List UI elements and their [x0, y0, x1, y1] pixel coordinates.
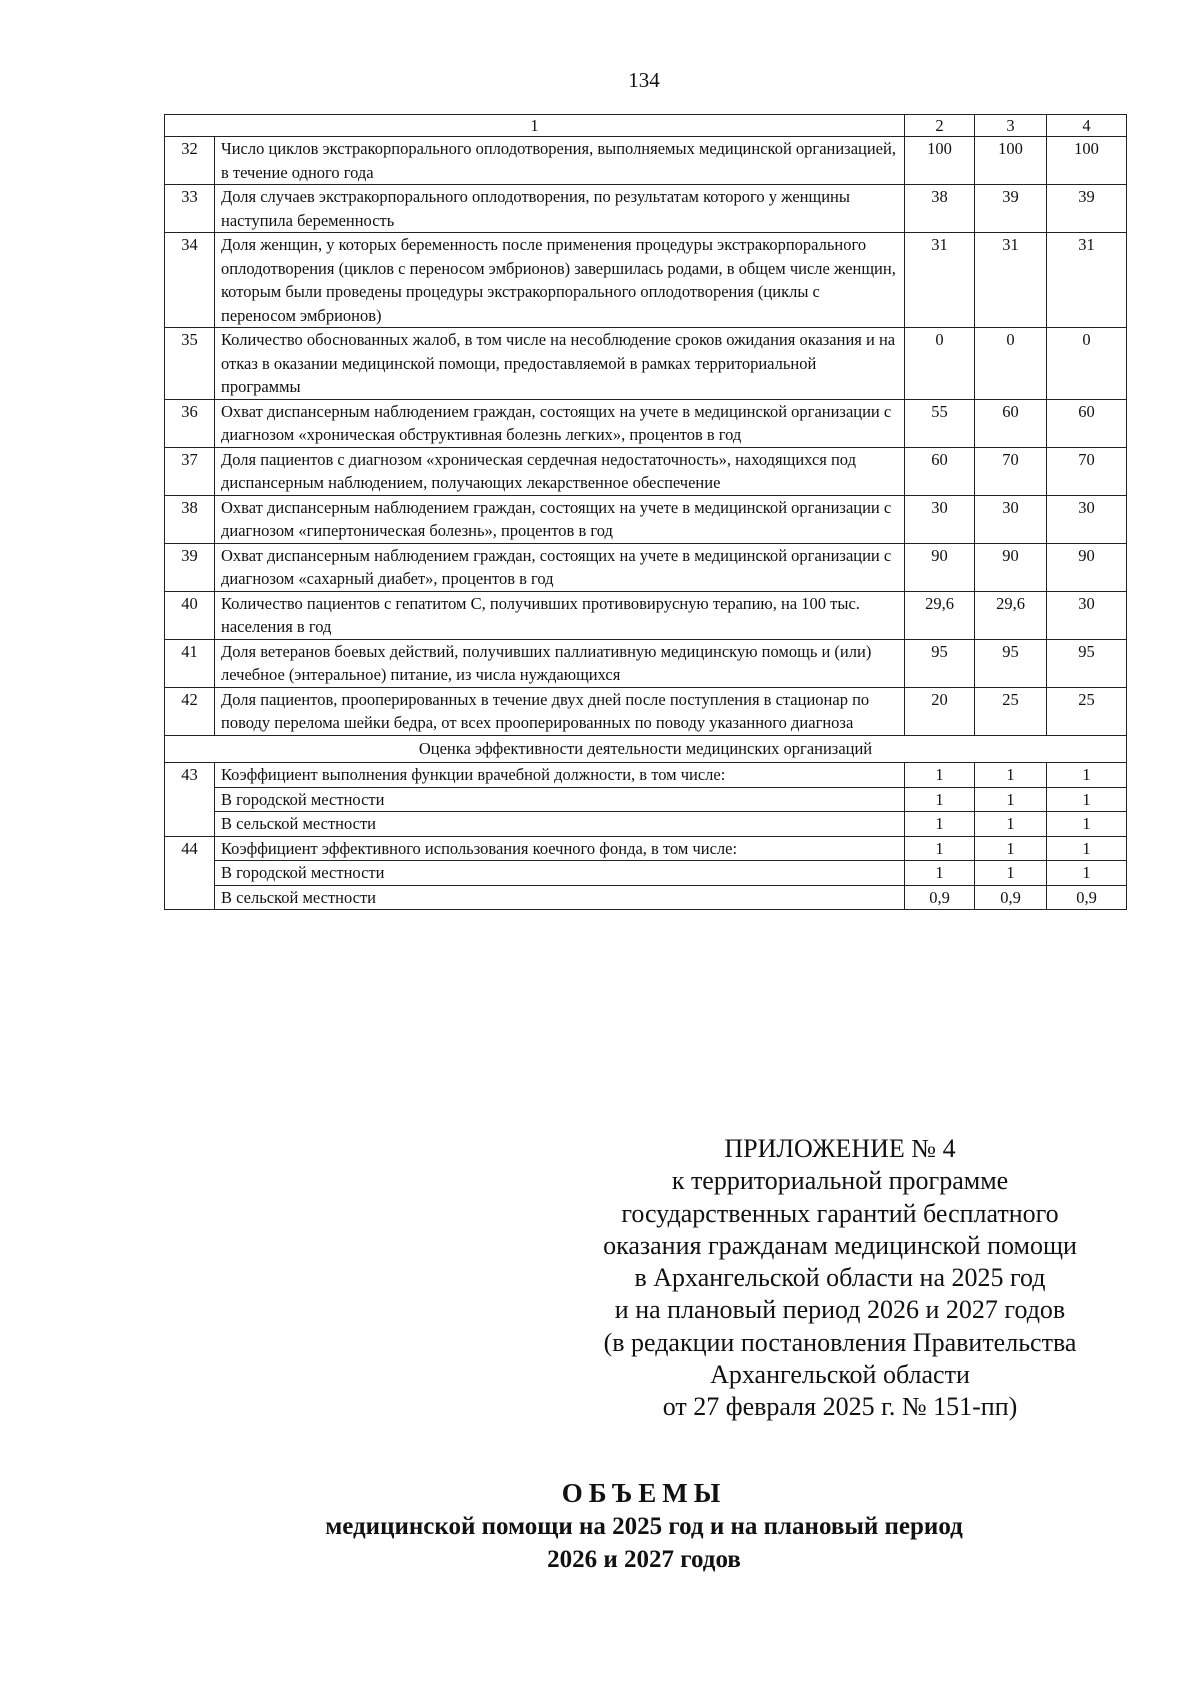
- row-number: 43: [165, 763, 215, 837]
- value-2026: 29,6: [975, 591, 1047, 639]
- table-row: [165, 687, 1127, 735]
- subrow-text: В городской местности: [215, 787, 905, 812]
- table-row: [165, 447, 1127, 495]
- appendix-line: к территориальной программе: [671, 1166, 1009, 1196]
- table-row: [165, 763, 1127, 788]
- table-row: [165, 233, 1127, 328]
- row-number: 34: [165, 233, 215, 328]
- row-number: 32: [165, 137, 215, 185]
- subrow-text: В городской местности: [215, 861, 905, 886]
- value-2027: 95: [1047, 639, 1127, 687]
- row-text: Доля ветеранов боевых действий, получивших паллиативную медицинскую помощь и (или) лечебное (энтеральное) питание, из числа нуждающихся: [215, 639, 905, 687]
- value-2026: 1: [975, 861, 1047, 886]
- table-row: [165, 399, 1127, 447]
- header-col-2: 2: [905, 115, 975, 137]
- section-row: [165, 735, 1127, 763]
- value-2025: 95: [905, 639, 975, 687]
- row-number: 41: [165, 639, 215, 687]
- row-text: Доля пациентов, прооперированных в течение двух дней после поступления в стационар по поводу перелома шейки бедра, от всех прооперированных по поводу указанного диагноза: [215, 687, 905, 735]
- value-2026: 1: [975, 812, 1047, 837]
- table-subrow: [165, 787, 1127, 812]
- appendix-heading: ПРИЛОЖЕНИЕ № 4: [724, 1134, 956, 1163]
- value-2027: 1: [1047, 812, 1127, 837]
- value-2026: 25: [975, 687, 1047, 735]
- appendix-line: (в редакции постановления Правительства: [603, 1327, 1077, 1357]
- value-2027: 1: [1047, 763, 1127, 788]
- row-number: 36: [165, 399, 215, 447]
- value-2025: 1: [905, 812, 975, 837]
- value-2026: 1: [975, 836, 1047, 861]
- appendix-block: [560, 1133, 1120, 1424]
- value-2027: 0,9: [1047, 885, 1127, 910]
- value-2027: 1: [1047, 861, 1127, 886]
- value-2025: 1: [905, 861, 975, 886]
- value-2025: 60: [905, 447, 975, 495]
- value-2026: 70: [975, 447, 1047, 495]
- subrow-text: В сельской местности: [215, 885, 905, 910]
- row-text: Число циклов экстракорпорального оплодотворения, выполняемых медицинской организацией, в течение одного года: [215, 137, 905, 185]
- indicators-table: [164, 114, 1127, 910]
- appendix-line: государственных гарантий бесплатного: [621, 1198, 1059, 1228]
- row-text: Охват диспансерным наблюдением граждан, состоящих на учете в медицинской организации с диагнозом «гипертоническая болезнь», процентов в год: [215, 495, 905, 543]
- value-2027: 30: [1047, 495, 1127, 543]
- value-2026: 1: [975, 763, 1047, 788]
- title-subtitle-line-2: 2026 и 2027 годов: [547, 1546, 741, 1573]
- value-2026: 30: [975, 495, 1047, 543]
- appendix-line: оказания гражданам медицинской помощи: [603, 1230, 1077, 1260]
- value-2025: 100: [905, 137, 975, 185]
- value-2025: 29,6: [905, 591, 975, 639]
- value-2026: 39: [975, 185, 1047, 233]
- table-row: [165, 495, 1127, 543]
- row-text: Количество обоснованных жалоб, в том числе на несоблюдение сроков ожидания оказания и на отказ в оказании медицинской помощи, предоставляемой в рамках территориальной программы: [215, 328, 905, 400]
- value-2026: 90: [975, 543, 1047, 591]
- row-text: Доля пациентов с диагнозом «хроническая сердечная недостаточность», находящихся под диспансерным наблюдением, получающих лекарственное обеспечение: [215, 447, 905, 495]
- table-row: [165, 639, 1127, 687]
- value-2026: 60: [975, 399, 1047, 447]
- appendix-line: Архангельской области: [710, 1360, 970, 1390]
- value-2027: 0: [1047, 328, 1127, 400]
- row-text: Количество пациентов с гепатитом С, получивших противовирусную терапию, на 100 тыс. населения в год: [215, 591, 905, 639]
- table-subrow: [165, 885, 1127, 910]
- table-row: [165, 185, 1127, 233]
- title-main: ОБЪЕМЫ: [561, 1478, 727, 1508]
- document-title: [0, 1476, 1200, 1576]
- section-title: Оценка эффективности деятельности медицинских организаций: [165, 735, 1127, 763]
- value-2025: 55: [905, 399, 975, 447]
- value-2027: 100: [1047, 137, 1127, 185]
- appendix-line: от 27 февраля 2025 г. № 151-пп): [662, 1392, 1018, 1422]
- value-2027: 31: [1047, 233, 1127, 328]
- row-text: Коэффициент эффективного использования коечного фонда, в том числе:: [215, 836, 905, 861]
- table-subrow: [165, 861, 1127, 886]
- row-text: Коэффициент выполнения функции врачебной должности, в том числе:: [215, 763, 905, 788]
- value-2026: 31: [975, 233, 1047, 328]
- value-2026: 0: [975, 328, 1047, 400]
- table-row: [165, 543, 1127, 591]
- value-2026: 100: [975, 137, 1047, 185]
- value-2025: 90: [905, 543, 975, 591]
- value-2027: 70: [1047, 447, 1127, 495]
- row-text: Охват диспансерным наблюдением граждан, состоящих на учете в медицинской организации с диагнозом «сахарный диабет», процентов в год: [215, 543, 905, 591]
- value-2027: 90: [1047, 543, 1127, 591]
- appendix-line: в Архангельской области на 2025 год: [634, 1263, 1046, 1293]
- header-col-1: 1: [165, 115, 905, 137]
- value-2026: 1: [975, 787, 1047, 812]
- row-number: 39: [165, 543, 215, 591]
- row-text: Охват диспансерным наблюдением граждан, состоящих на учете в медицинской организации с диагнозом «хроническая обструктивная болезнь легких», процентов в год: [215, 399, 905, 447]
- row-text: Доля женщин, у которых беременность после применения процедуры экстракорпорального оплодотворения (циклов с переносом эмбрионов) завершилась родами, в общем числе женщин, которым были проведены процедуры экстракорпорального оплодотворения (циклы с переносом эмбрионов): [215, 233, 905, 328]
- row-number: 38: [165, 495, 215, 543]
- row-number: 44: [165, 836, 215, 910]
- table-row: [165, 137, 1127, 185]
- value-2025: 1: [905, 763, 975, 788]
- value-2025: 31: [905, 233, 975, 328]
- value-2027: 1: [1047, 836, 1127, 861]
- table-row: [165, 328, 1127, 400]
- header-col-4: 4: [1047, 115, 1127, 137]
- title-subtitle-line-1: медицинской помощи на 2025 год и на плановый период: [325, 1513, 963, 1540]
- appendix-line: и на плановый период 2026 и 2027 годов: [614, 1295, 1066, 1325]
- value-2027: 60: [1047, 399, 1127, 447]
- table-header-row: [165, 115, 1127, 137]
- table-subrow: [165, 812, 1127, 837]
- page-number: 134: [628, 68, 660, 92]
- value-2027: 1: [1047, 787, 1127, 812]
- value-2025: 20: [905, 687, 975, 735]
- value-2025: 1: [905, 836, 975, 861]
- value-2025: 30: [905, 495, 975, 543]
- value-2027: 25: [1047, 687, 1127, 735]
- table-row: [165, 591, 1127, 639]
- value-2026: 95: [975, 639, 1047, 687]
- row-number: 35: [165, 328, 215, 400]
- value-2027: 30: [1047, 591, 1127, 639]
- value-2025: 0,9: [905, 885, 975, 910]
- table-row: [165, 836, 1127, 861]
- value-2027: 39: [1047, 185, 1127, 233]
- row-number: 37: [165, 447, 215, 495]
- row-text: Доля случаев экстракорпорального оплодотворения, по результатам которого у женщины наступила беременность: [215, 185, 905, 233]
- subrow-text: В сельской местности: [215, 812, 905, 837]
- value-2025: 38: [905, 185, 975, 233]
- row-number: 33: [165, 185, 215, 233]
- row-number: 42: [165, 687, 215, 735]
- row-number: 40: [165, 591, 215, 639]
- value-2025: 1: [905, 787, 975, 812]
- value-2026: 0,9: [975, 885, 1047, 910]
- value-2025: 0: [905, 328, 975, 400]
- header-col-3: 3: [975, 115, 1047, 137]
